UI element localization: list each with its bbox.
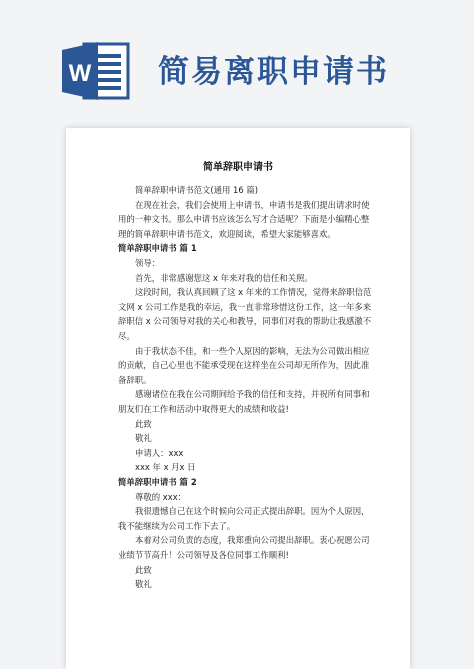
document-line: 辞职信 x 公司领导对我的关心和教导，同事们对我的帮助让我感激不 xyxy=(118,316,372,327)
document-line: 本着对公司负责的态度，我郑重向公司提出辞职。衷心祝愿公司 xyxy=(135,535,370,546)
document-line: 敬礼 xyxy=(135,579,152,590)
document-page xyxy=(66,128,410,669)
document-line: 尽。 xyxy=(118,331,135,341)
document-line: 理的简单辞职申请书范文，欢迎阅读，希望大家能够喜欢。 xyxy=(118,228,336,239)
document-line: 文网 x 公司工作是我的幸运，我一直非常珍惜这份工作，这一年多来 xyxy=(118,301,372,312)
document-line: 备辞职。 xyxy=(118,374,152,385)
document-line: 用的一种文书。那么申请书应该怎么写才合适呢？下面是小编精心整 xyxy=(118,214,370,225)
document-line: 我很遗憾自己在这个时候向公司正式提出辞职。因为个人原因， xyxy=(135,506,370,517)
document-line: 首先，非常感谢您这 x 年来对我的信任和关照。 xyxy=(135,272,313,283)
document-line: 申请人：xxx xyxy=(135,447,184,458)
document-line: 感谢诸位在我在公司期间给予我的信任和支持，并祝所有同事和 xyxy=(135,389,370,400)
document-line: 业绩节节高升！公司领导及各位同事工作顺利! xyxy=(118,550,289,560)
document-line: 我不能继续为公司工作下去了。 xyxy=(118,520,236,531)
document-line: 尊敬的 xxx： xyxy=(135,491,187,502)
document-line: 朋友们在工作和活动中取得更大的成绩和收益! xyxy=(118,404,289,414)
document-line: 领导： xyxy=(135,258,161,268)
page-header xyxy=(0,0,474,120)
document-heading: 简单辞职申请书 xyxy=(203,162,273,173)
document-line: 由于我状态不佳，和一些个人原因的影响，无法为公司做出相应 xyxy=(135,345,370,356)
document-line: 此致 xyxy=(135,564,152,575)
document-line: 这段时间，我认真回顾了这 x 年来的工作情况，觉得来辞职信范 xyxy=(135,287,372,298)
section-heading: 简单辞职申请书 篇 2 xyxy=(118,477,197,487)
document-line: xxx 年 x 月x 日 xyxy=(135,462,196,473)
document-line: 简单辞职申请书范文(通用 16 篇) xyxy=(135,185,259,195)
section-heading: 简单辞职申请书 篇 1 xyxy=(118,243,197,254)
document-line: 敬礼 xyxy=(135,433,152,444)
word-document-icon xyxy=(60,40,132,102)
document-line: 的贡献，自己心里也不能承受现在这样坐在公司却无所作为，因此准 xyxy=(118,360,370,371)
word-logo-letter: W xyxy=(68,60,92,87)
page-title: 简易离职申请书 xyxy=(158,54,389,90)
document-line: 此致 xyxy=(135,418,152,429)
document-line: 在现在社会，我们会使用上申请书，申请书是我们提出请求时使 xyxy=(135,199,370,210)
